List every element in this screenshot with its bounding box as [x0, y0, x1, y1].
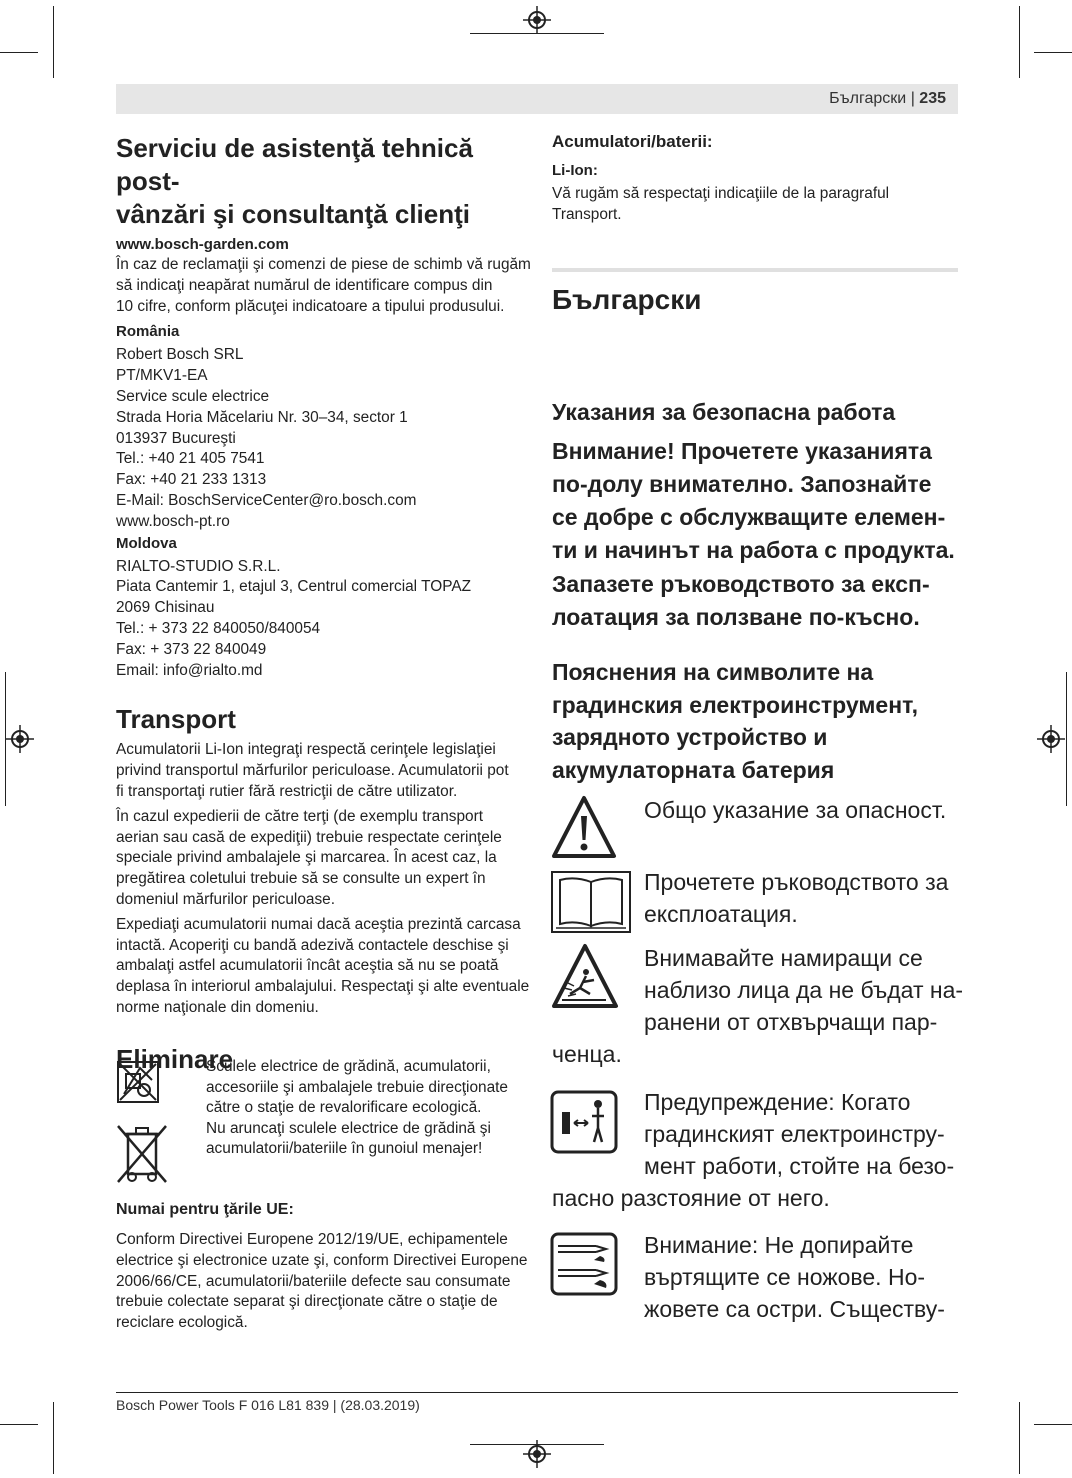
crop-mark — [1034, 52, 1072, 53]
crop-mark — [53, 1402, 54, 1474]
symbol-description-wrap: пасно разстояние от него. — [552, 1185, 830, 1211]
transport-paragraph: În cazul expedierii de către terţi (de exemplu transport aerian sau casă de expediţii) trebuie respectate cerinţele speciale privind ambalajele şi marcarea. În acest caz, la pregătirea coletului trebuie să se consulte un expert în domeniul mărfurilor periculoase. — [116, 807, 502, 908]
section-divider — [552, 268, 958, 272]
symbols-heading: Пояснения на символите на градинския електроинструмент, зарядното устройство и акумулаторната батерия — [552, 659, 919, 783]
flying-debris-icon — [550, 942, 620, 1012]
crop-mark — [1019, 6, 1020, 78]
registration-mark-icon — [1037, 725, 1065, 753]
moldova-address: RIALTO-STUDIO S.R.L. Piata Cantemir 1, etajul 3, Centrul comercial TOPAZ 2069 Chisinau Tel.: + 373 22 840050/840054 Fax: + 373 22 840049 Email: info@rialto.md — [116, 557, 471, 679]
symbol-description: Общо указание за опасност. — [644, 797, 947, 823]
symbol-description: Предупреждение: Когато градинският електроинстру- мент работи, стойте на безо- — [644, 1089, 955, 1179]
header-separator: | — [910, 90, 915, 107]
service-heading: Serviciu de asistenţă tehnică post- vânzări şi consultanţă clienţi — [116, 133, 473, 229]
eu-section — [116, 1200, 536, 1334]
crop-mark — [1066, 672, 1067, 806]
footer-rule — [116, 1392, 958, 1393]
registration-mark-icon — [523, 6, 551, 34]
eu-text: Conform Directivei Europene 2012/19/UE, echipamentele electrice şi electronice uzate şi, conform Directivei Europene 2006/66/CE, acumulatorii/bateriile defecte sau consumate trebuie colectate separat şi direcţionate către o staţie de reciclare ecologică. — [116, 1231, 528, 1332]
symbol-description: Внимание: Не допирайте въртящите се ножове. Но- жовете са остри. Съществу- — [644, 1232, 945, 1322]
crop-mark — [1019, 1402, 1020, 1474]
page-header — [116, 84, 958, 114]
right-column-bg — [552, 396, 962, 786]
safe-distance-icon — [550, 1090, 618, 1154]
romania-address: Robert Bosch SRL PT/MKV1-EA Service scule electrice Strada Horia Măcelariu Nr. 30–34, sector 1 013937 Bucureşti Tel.: +40 21 405 7541 Fax: +40 21 233 1313 E-Mail: BoschServiceCenter@ro.bosch.com www.bosch-pt.ro — [116, 346, 417, 530]
safety-heading: Указания за безопасна работа — [552, 399, 896, 425]
warning-text: Внимание! Прочетете указанията по-долу внимателно. Запознайте се добре с обслужващите елемен- ти и начинът на работа с продукта. Запазете ръководството за експ- лоатация за ползване по-късно. — [552, 437, 955, 630]
eliminare-text: Sculele electrice de grădină, acumulatorii, accesoriile şi ambalajele trebuie direcţionate către o staţie de revalorificare ecologică. Nu aruncaţi sculele electrice de grădină şi acumulatorii/bateriile în gunoiul menajer! — [206, 1058, 508, 1157]
crop-mark — [53, 6, 54, 78]
eliminare-heading: Eliminare — [116, 1043, 234, 1074]
symbol-description: Внимавайте намиращи се наблизо лица да не бъдат на- ранени от отхвърчащи пар- — [644, 945, 964, 1035]
left-column — [116, 132, 536, 1075]
crossed-bin-icon — [114, 1122, 170, 1186]
liion-text: Vă rugăm să respectaţi indicaţiile de la paragraful Transport. — [552, 185, 890, 223]
rotating-blades-icon — [550, 1232, 618, 1296]
footer-text: Bosch Power Tools F 016 L81 839 | (28.03.2019) — [116, 1397, 420, 1413]
recycle-symbol-icon — [116, 1060, 160, 1104]
transport-heading: Transport — [116, 704, 236, 735]
moldova-label: Moldova — [116, 534, 177, 552]
symbol-description: Прочетете ръководството за експлоатация. — [644, 869, 949, 927]
registration-mark-icon — [6, 725, 34, 753]
romania-label: România — [116, 323, 180, 341]
page-number: 235 — [919, 90, 946, 107]
crop-mark — [1034, 1424, 1072, 1425]
crop-mark — [0, 1424, 38, 1425]
eu-label: Numai pentru ţările UE: — [116, 1201, 294, 1218]
website: www.bosch-garden.com — [116, 236, 289, 253]
symbol-description-wrap: ченца. — [552, 1041, 622, 1067]
transport-paragraph: Expediaţi acumulatorii numai dacă aceştia prezintă carcasa intactă. Acoperiţi cu bandă adezivă contactele deschise şi ambalaţi astfel acumulatorii încât aceştia să nu se poată deplasa în interiorul ambalajului. Respectaţi şi alte eventuale norme naţionale din domeniu. — [116, 915, 530, 1016]
liion-label: Li-Ion: — [552, 162, 598, 179]
batteries-heading: Acumulatori/baterii: — [552, 132, 713, 151]
header-text — [829, 90, 946, 108]
header-language: Български — [829, 90, 907, 107]
bg-title: Български — [552, 284, 702, 315]
manual-book-icon — [550, 870, 632, 934]
right-column-top — [552, 132, 958, 226]
crop-mark — [0, 52, 38, 53]
service-text: În caz de reclamaţii şi comenzi de piese de schimb vă rugăm să indicaţi neapărat numărul de identificare compus din 10 cifre, conform plăcuţei indicatoare a tipului produsului. — [116, 256, 531, 315]
warning-triangle-icon — [550, 794, 618, 862]
registration-mark-icon — [523, 1440, 551, 1468]
transport-paragraph: Acumulatorii Li-Ion integraţi respectă cerinţele legislaţiei privind transportul mărfurilor periculoase. Acumulatorii pot fi transportaţi rutier fără restricţii de către utilizator. — [116, 741, 509, 800]
